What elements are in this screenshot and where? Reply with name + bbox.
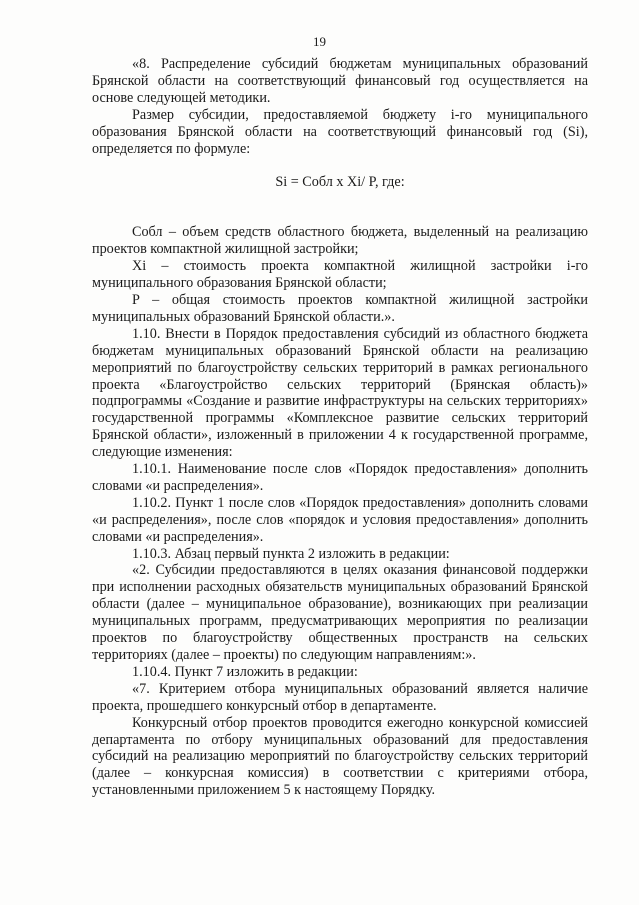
paragraph-1-10-1: 1.10.1. Наименование после слов «Порядок предоставления» дополнить словами «и распределения». [92, 461, 588, 494]
page-number: 19 [313, 34, 326, 49]
paragraph-definition-p: P – общая стоимость проектов компактной жилищной застройки муниципальных образований Брянской области.». [92, 291, 588, 325]
paragraph-methodology-intro: «8. Распределение субсидий бюджетам муниципальных образований Брянской области на соответствующий финансовый год осуществляется на основе следующей методики. [92, 56, 588, 106]
paragraph-item-2: «2. Субсидии предоставляются в целях оказания финансовой поддержки при исполнении расходных обязательств муниципальных образований Брянской области (далее – муниципальное образование), возникающих при реализации муниципальных программ, предусматривающих мероприятия по реализации проектов по благоустройству общественных пространств на сельских территориях (далее – проекты) по следующим направлениям:». [92, 562, 588, 663]
paragraph-definition-xi: Xi – стоимость проекта компактной жилищной застройки i-го муниципального образования Брянской области; [92, 258, 588, 292]
paragraph-1-10-3: 1.10.3. Абзац первый пункта 2 изложить в редакции: [132, 545, 450, 562]
paragraph-definition-sobl: Собл – объем средств областного бюджета, выделенный на реализацию проектов компактной жилищной застройки; [92, 224, 588, 258]
paragraph-1-10: 1.10. Внести в Порядок предоставления субсидий из областного бюджета бюджетам муниципальных образований Брянской области на реализацию мероприятий по благоустройству сельских территорий в рамках регионального проекта «Благоустройство сельских территорий (Брянская область)» подпрограммы «Создание и развитие инфраструктуры на сельских территориях» государственной программы «Комплексное развитие сельских территорий Брянской области», изложенный в приложении 4 к государственной программе, следующие изменения: [92, 325, 588, 461]
document-body [92, 56, 588, 799]
paragraph-competition: Конкурсный отбор проектов проводится ежегодно конкурсной комиссией департамента по отбору муниципальных образований для предоставления субсидий на реализацию мероприятий по благоустройству сельских территорий (далее – конкурсная комиссия) в соответствии с критериями отбора, установленными приложением 5 к настоящему Порядку. [92, 714, 588, 799]
paragraph-1-10-2: 1.10.2. Пункт 1 после слов «Порядок предоставления» дополнить словами «и распределения», после слов «порядок и условия предоставления» дополнить словами «и распределения». [92, 494, 588, 545]
paragraph-subsidy-size: Размер субсидии, предоставляемой бюджету i-го муниципального образования Брянской области на соответствующий финансовый год (Si), определяется по формуле: [92, 106, 588, 157]
paragraph-1-10-4: 1.10.4. Пункт 7 изложить в редакции: [132, 663, 358, 680]
paragraph-item-7: «7. Критерием отбора муниципальных образований является наличие проекта, прошедшего конкурсный отбор в департаменте. [92, 680, 588, 714]
formula: Si = Собл x Xi/ P, где: [275, 174, 405, 191]
